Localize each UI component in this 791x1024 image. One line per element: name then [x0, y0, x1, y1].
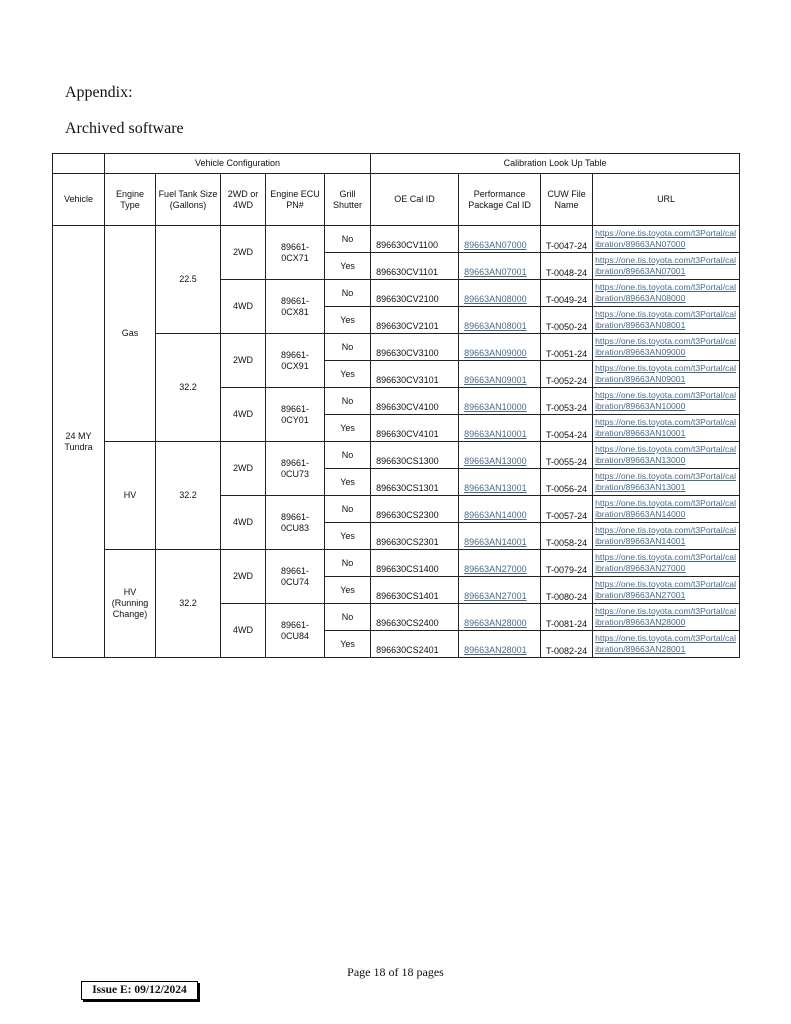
engine-type-cell: HV (Running Change) [105, 550, 156, 658]
cuw-file-cell: T-0080-24 [541, 577, 593, 604]
perf-pkg-link[interactable]: 89663AN14001 [459, 523, 541, 550]
fuel-tank-cell: 32.2 [156, 442, 221, 550]
url-link[interactable]: https://one.tis.toyota.com/t3Portal/calibration/89663AN13001 [593, 469, 740, 496]
url-link[interactable]: https://one.tis.toyota.com/t3Portal/calibration/89663AN07001 [593, 253, 740, 280]
url-link[interactable]: https://one.tis.toyota.com/t3Portal/calibration/89663AN28001 [593, 631, 740, 658]
grill-shutter-cell: No [325, 280, 371, 307]
ecu-pn-cell: 89661-0CX71 [266, 226, 325, 280]
grill-shutter-cell: Yes [325, 631, 371, 658]
perf-pkg-link[interactable]: 89663AN13001 [459, 469, 541, 496]
oe-cal-id-cell: 896630CV4100 [371, 388, 459, 415]
url-link[interactable]: https://one.tis.toyota.com/t3Portal/calibration/89663AN27000 [593, 550, 740, 577]
perf-pkg-link[interactable]: 89663AN27000 [459, 550, 541, 577]
oe-cal-id-cell: 896630CS2300 [371, 496, 459, 523]
perf-pkg-link[interactable]: 89663AN09000 [459, 334, 541, 361]
grill-shutter-cell: Yes [325, 577, 371, 604]
oe-cal-id-cell: 896630CS2401 [371, 631, 459, 658]
drive-cell: 4WD [221, 388, 266, 442]
table-row [53, 550, 740, 577]
col-ecu-pn: Engine ECU PN# [266, 174, 325, 226]
header-vehicle-configuration: Vehicle Configuration [105, 154, 371, 174]
grill-shutter-cell: Yes [325, 361, 371, 388]
ecu-pn-cell: 89661-0CX91 [266, 334, 325, 388]
fuel-tank-cell: 32.2 [156, 334, 221, 442]
grill-shutter-cell: No [325, 442, 371, 469]
cuw-file-cell: T-0056-24 [541, 469, 593, 496]
grill-shutter-cell: Yes [325, 307, 371, 334]
cuw-file-cell: T-0082-24 [541, 631, 593, 658]
oe-cal-id-cell: 896630CV4101 [371, 415, 459, 442]
perf-pkg-link[interactable]: 89663AN09001 [459, 361, 541, 388]
grill-shutter-cell: Yes [325, 523, 371, 550]
url-link[interactable]: https://one.tis.toyota.com/t3Portal/calibration/89663AN13000 [593, 442, 740, 469]
cuw-file-cell: T-0057-24 [541, 496, 593, 523]
oe-cal-id-cell: 896630CS2400 [371, 604, 459, 631]
perf-pkg-link[interactable]: 89663AN27001 [459, 577, 541, 604]
drive-cell: 4WD [221, 280, 266, 334]
perf-pkg-link[interactable]: 89663AN13000 [459, 442, 541, 469]
perf-pkg-link[interactable]: 89663AN08000 [459, 280, 541, 307]
vehicle-cell: 24 MY Tundra [53, 226, 105, 658]
fuel-tank-cell: 32.2 [156, 550, 221, 658]
grill-shutter-cell: No [325, 334, 371, 361]
url-link[interactable]: https://one.tis.toyota.com/t3Portal/calibration/89663AN08000 [593, 280, 740, 307]
issue-badge: Issue E: 09/12/2024 [81, 981, 198, 1000]
col-vehicle: Vehicle [53, 174, 105, 226]
ecu-pn-cell: 89661-0CX81 [266, 280, 325, 334]
drive-cell: 4WD [221, 496, 266, 550]
cuw-file-cell: T-0079-24 [541, 550, 593, 577]
cuw-file-cell: T-0081-24 [541, 604, 593, 631]
oe-cal-id-cell: 896630CV2101 [371, 307, 459, 334]
url-link[interactable]: https://one.tis.toyota.com/t3Portal/calibration/89663AN09000 [593, 334, 740, 361]
grill-shutter-cell: Yes [325, 253, 371, 280]
engine-type-cell: Gas [105, 226, 156, 442]
oe-cal-id-cell: 896630CV1100 [371, 226, 459, 253]
col-drive: 2WD or 4WD [221, 174, 266, 226]
col-fuel-tank: Fuel Tank Size (Gallons) [156, 174, 221, 226]
grill-shutter-cell: No [325, 604, 371, 631]
cuw-file-cell: T-0051-24 [541, 334, 593, 361]
grill-shutter-cell: No [325, 550, 371, 577]
ecu-pn-cell: 89661-0CY01 [266, 388, 325, 442]
url-link[interactable]: https://one.tis.toyota.com/t3Portal/calibration/89663AN09001 [593, 361, 740, 388]
url-link[interactable]: https://one.tis.toyota.com/t3Portal/calibration/89663AN14001 [593, 523, 740, 550]
perf-pkg-link[interactable]: 89663AN10000 [459, 388, 541, 415]
appendix-heading: Appendix: [65, 84, 133, 101]
cuw-file-cell: T-0058-24 [541, 523, 593, 550]
drive-cell: 4WD [221, 604, 266, 658]
table-row [53, 442, 740, 469]
drive-cell: 2WD [221, 442, 266, 496]
cuw-file-cell: T-0054-24 [541, 415, 593, 442]
oe-cal-id-cell: 896630CS1400 [371, 550, 459, 577]
cuw-file-cell: T-0053-24 [541, 388, 593, 415]
oe-cal-id-cell: 896630CS2301 [371, 523, 459, 550]
perf-pkg-link[interactable]: 89663AN28001 [459, 631, 541, 658]
cuw-file-cell: T-0050-24 [541, 307, 593, 334]
col-cuw-file: CUW File Name [541, 174, 593, 226]
oe-cal-id-cell: 896630CV3101 [371, 361, 459, 388]
ecu-pn-cell: 89661-0CU73 [266, 442, 325, 496]
cuw-file-cell: T-0055-24 [541, 442, 593, 469]
grill-shutter-cell: Yes [325, 415, 371, 442]
url-link[interactable]: https://one.tis.toyota.com/t3Portal/calibration/89663AN14000 [593, 496, 740, 523]
header-blank [53, 154, 105, 174]
oe-cal-id-cell: 896630CS1301 [371, 469, 459, 496]
cuw-file-cell: T-0048-24 [541, 253, 593, 280]
url-link[interactable]: https://one.tis.toyota.com/t3Portal/calibration/89663AN28000 [593, 604, 740, 631]
perf-pkg-link[interactable]: 89663AN08001 [459, 307, 541, 334]
table-row [53, 334, 740, 361]
perf-pkg-link[interactable]: 89663AN10001 [459, 415, 541, 442]
perf-pkg-link[interactable]: 89663AN28000 [459, 604, 541, 631]
calibration-table [52, 153, 740, 658]
fuel-tank-cell: 22.5 [156, 226, 221, 334]
col-oe-cal-id: OE Cal ID [371, 174, 459, 226]
col-url: URL [593, 174, 740, 226]
url-link[interactable]: https://one.tis.toyota.com/t3Portal/calibration/89663AN27001 [593, 577, 740, 604]
ecu-pn-cell: 89661-0CU74 [266, 550, 325, 604]
perf-pkg-link[interactable]: 89663AN07001 [459, 253, 541, 280]
ecu-pn-cell: 89661-0CU83 [266, 496, 325, 550]
grill-shutter-cell: No [325, 388, 371, 415]
col-grill-shutter: Grill Shutter [325, 174, 371, 226]
perf-pkg-link[interactable]: 89663AN14000 [459, 496, 541, 523]
ecu-pn-cell: 89661-0CU84 [266, 604, 325, 658]
grill-shutter-cell: No [325, 496, 371, 523]
drive-cell: 2WD [221, 550, 266, 604]
oe-cal-id-cell: 896630CV1101 [371, 253, 459, 280]
oe-cal-id-cell: 896630CS1300 [371, 442, 459, 469]
col-engine-type: Engine Type [105, 174, 156, 226]
grill-shutter-cell: Yes [325, 469, 371, 496]
archived-software-heading: Archived software [65, 120, 184, 137]
oe-cal-id-cell: 896630CS1401 [371, 577, 459, 604]
url-link[interactable]: https://one.tis.toyota.com/t3Portal/calibration/89663AN07000 [593, 226, 740, 253]
calibration-table-body [53, 226, 740, 658]
perf-pkg-link[interactable]: 89663AN07000 [459, 226, 541, 253]
col-perf-pkg: Performance Package Cal ID [459, 174, 541, 226]
drive-cell: 2WD [221, 226, 266, 280]
cuw-file-cell: T-0049-24 [541, 280, 593, 307]
url-link[interactable]: https://one.tis.toyota.com/t3Portal/calibration/89663AN10000 [593, 388, 740, 415]
grill-shutter-cell: No [325, 226, 371, 253]
engine-type-cell: HV [105, 442, 156, 550]
table-row [53, 226, 740, 253]
oe-cal-id-cell: 896630CV3100 [371, 334, 459, 361]
drive-cell: 2WD [221, 334, 266, 388]
header-calibration-lookup: Calibration Look Up Table [371, 154, 740, 174]
url-link[interactable]: https://one.tis.toyota.com/t3Portal/calibration/89663AN08001 [593, 307, 740, 334]
cuw-file-cell: T-0047-24 [541, 226, 593, 253]
url-link[interactable]: https://one.tis.toyota.com/t3Portal/calibration/89663AN10001 [593, 415, 740, 442]
cuw-file-cell: T-0052-24 [541, 361, 593, 388]
oe-cal-id-cell: 896630CV2100 [371, 280, 459, 307]
page-number: Page 18 of 18 pages [347, 965, 444, 979]
